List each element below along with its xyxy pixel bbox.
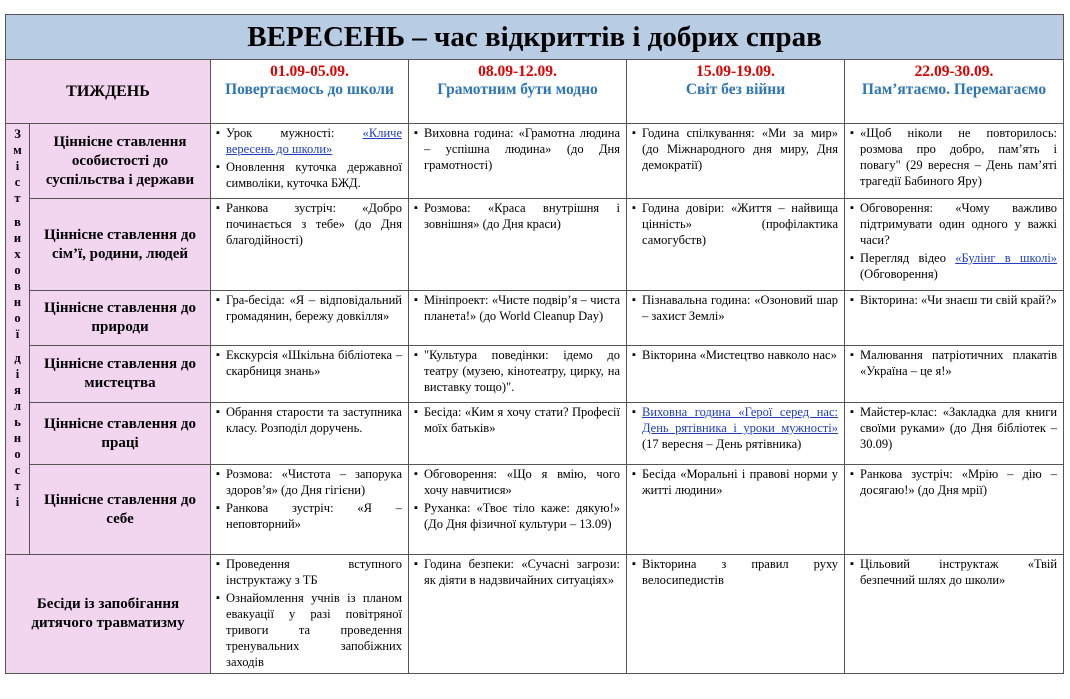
vertical-letter: [6, 206, 29, 214]
value-category: Ціннісне ставлення до природи: [30, 291, 211, 346]
activity-item: [632, 347, 838, 363]
vertical-letter: н: [13, 431, 22, 445]
activity-item: [850, 125, 1057, 189]
activity-cell: [409, 403, 627, 465]
value-category: Ціннісне ставлення до себе: [30, 465, 211, 555]
activity-text: Цільовий інструктаж «Твій безпечний шлях до школи»: [860, 557, 1058, 587]
activity-cell: [845, 124, 1064, 199]
activity-text: Бесіда «Моральні і правові норми у житті людини»: [642, 467, 838, 497]
activity-item: [216, 500, 402, 532]
activity-text: Година безпеки: «Сучасні загрози: як діяти в надзвичайних ситуаціях»: [424, 557, 620, 587]
activity-cell: [845, 346, 1064, 403]
activity-item: [216, 404, 402, 436]
activity-item: [216, 347, 402, 379]
week-column-header: [845, 60, 1064, 124]
activity-text: Урок мужності:: [226, 126, 363, 140]
activity-item: [632, 556, 838, 588]
activity-cell: [627, 124, 845, 199]
activity-text: Обговорення: «Що я вмію, чого хочу навчитися»: [424, 467, 620, 497]
activity-item: [216, 466, 402, 498]
vertical-letter: о: [14, 447, 21, 461]
vertical-letter: д: [14, 351, 21, 365]
activity-item: [216, 556, 402, 588]
page-title: ВЕРЕСЕНЬ – час відкриттів і добрих справ: [6, 15, 1064, 60]
vertical-letter: ь: [14, 415, 21, 429]
activity-text: (Обговорення): [860, 267, 938, 281]
activity-item: [216, 125, 402, 157]
activity-cell: [845, 403, 1064, 465]
activity-link[interactable]: Виховна година «Герої серед нас: День рятівника і уроки мужності»: [642, 405, 838, 435]
activity-cell: [211, 346, 409, 403]
activity-cell: [627, 291, 845, 346]
week-header: ТИЖДЕНЬ: [6, 60, 211, 124]
activity-text: Вікторина з правил руху велосипедистів: [642, 557, 838, 587]
activity-cell: [845, 465, 1064, 555]
activity-text: (17 вересня – День рятівника): [642, 437, 802, 451]
activity-text: Бесіда: «Ким я хочу стати? Професії моїх батьків»: [424, 405, 620, 435]
week-theme: Світ без війни: [685, 81, 786, 98]
activity-cell: [845, 199, 1064, 291]
vertical-letter: і: [15, 495, 20, 509]
activity-text: Майстер-клас: «Закладка для книги своїми руками» (до Дня бібліотек – 30.09): [860, 405, 1058, 451]
activity-text: Обрання старости та заступника класу. Розподіл доручень.: [226, 405, 402, 435]
vertical-letter: с: [14, 463, 21, 477]
activity-item: [414, 292, 620, 324]
activity-cell: [211, 291, 409, 346]
september-plan-table: [5, 14, 1064, 674]
activity-text: Ранкова зустріч: «Добро починається з тебе» (до Дня благодійності): [226, 201, 402, 247]
week-dates: 01.09-05.09.: [270, 63, 349, 80]
vertical-letter: ї: [15, 327, 20, 341]
activity-item: [632, 404, 838, 452]
activity-item: [216, 200, 402, 248]
activity-cell: [211, 403, 409, 465]
vertical-letter: о: [14, 263, 21, 277]
vertical-letter: в: [14, 215, 21, 229]
activity-item: [632, 292, 838, 324]
activity-text: Ранкова зустріч: «Мрію – дію – досягаю!» (до Дня мрії): [860, 467, 1058, 497]
activity-item: [632, 200, 838, 248]
activity-text: «Щоб ніколи не повторилось: розмова про добро, пам’ять і повагу" (29 вересня – День пам’яті трагедії Бабиного Яру): [860, 126, 1058, 188]
activity-text: Вікторина: «Чи знаєш ти свій край?»: [860, 293, 1057, 307]
activity-text: Руханка: «Твоє тіло каже: дякую!» (До Дня фізичної культури – 13.09): [424, 501, 620, 531]
activity-item: [216, 292, 402, 324]
activity-link[interactable]: «Булінг в школі»: [955, 251, 1058, 265]
activity-item: [850, 347, 1057, 379]
activity-text: Мініпроект: «Чисте подвір’я – чиста планета!» (до World Cleanup Day): [424, 293, 620, 323]
activity-item: [414, 500, 620, 532]
activity-cell: [409, 555, 627, 674]
activity-cell: [211, 199, 409, 291]
vertical-letter: л: [13, 399, 21, 413]
activity-cell: [409, 124, 627, 199]
activity-item: [850, 200, 1057, 248]
activity-cell: [211, 465, 409, 555]
activity-item: [850, 466, 1057, 498]
activity-cell: [211, 124, 409, 199]
week-theme: Пам’ятаємо. Перемагаємо: [861, 81, 1047, 98]
vertical-letter: [6, 342, 29, 350]
week-column-header: [211, 60, 409, 124]
week-column-header: [409, 60, 627, 124]
activity-text: Екскурсія «Шкільна бібліотека – скарбниця знань»: [226, 348, 402, 378]
activity-text: Обговорення: «Чому важливо підтримувати один одного у важкі часи?: [860, 201, 1058, 247]
week-theme: Повертаємось до школи: [225, 81, 394, 98]
vertical-letter: н: [13, 295, 22, 309]
activity-cell: [845, 291, 1064, 346]
activity-cell: [845, 555, 1064, 674]
value-category: Ціннісне ставлення до сім’ї, родини, людей: [30, 199, 211, 291]
activity-item: [414, 556, 620, 588]
activity-text: Ранкова зустріч: «Я – неповторний»: [226, 501, 402, 531]
vertical-letter: З: [14, 127, 21, 141]
activity-cell: [627, 403, 845, 465]
activity-cell: [627, 346, 845, 403]
activity-text: Година довіри: «Життя – найвища цінність» (профілактика самогубств): [642, 201, 838, 247]
activity-item: [850, 250, 1057, 282]
vertical-letter: т: [14, 479, 21, 493]
activity-item: [216, 590, 402, 670]
week-theme: Грамотним бути модно: [437, 81, 598, 98]
activity-item: [632, 125, 838, 173]
activity-item: [850, 556, 1057, 588]
activity-cell: [211, 555, 409, 674]
vertical-letter: м: [13, 143, 22, 157]
activity-cell: [627, 555, 845, 674]
activity-item: [414, 404, 620, 436]
activity-text: "Культура поведінки: ідемо до театру (музею, кінотеатру, цирку, на виставку тощо)".: [424, 348, 620, 394]
activity-text: Розмова: «Чистота – запорука здоров’я» (до Дня гігієни): [226, 467, 402, 497]
vertical-section-label: [6, 124, 30, 555]
activity-cell: [409, 291, 627, 346]
injury-prevention-category: Бесіди із запобігання дитячого травматизму: [6, 555, 211, 674]
vertical-letter: о: [14, 311, 21, 325]
activity-item: [216, 159, 402, 191]
activity-text: Перегляд відео: [860, 251, 956, 265]
activity-text: Пізнавальна година: «Озоновий шар – захист Землі»: [642, 293, 838, 323]
activity-cell: [409, 346, 627, 403]
activity-text: Гра-бесіда: «Я – відповідальний громадянин, бережу довкілля»: [226, 293, 402, 323]
activity-item: [850, 404, 1057, 452]
vertical-letter: т: [14, 191, 21, 205]
week-column-header: [627, 60, 845, 124]
vertical-letter: і: [15, 367, 20, 381]
vertical-letter: я: [14, 383, 21, 397]
activity-cell: [409, 199, 627, 291]
activity-item: [414, 347, 620, 395]
value-category: Ціннісне ставлення до праці: [30, 403, 211, 465]
activity-cell: [627, 199, 845, 291]
activity-text: Розмова: «Краса внутрішня і зовнішня» (до Дня краси): [424, 201, 620, 231]
activity-cell: [627, 465, 845, 555]
activity-text: Година спілкування: «Ми за мир» (до Міжнародного дня миру, Дня демократії): [642, 126, 838, 172]
value-category: Ціннісне ставлення до мистецтва: [30, 346, 211, 403]
activity-item: [850, 292, 1057, 308]
value-category: Ціннісне ставлення особистості до суспільства і держави: [30, 124, 211, 199]
vertical-letter: і: [15, 159, 20, 173]
week-dates: 15.09-19.09.: [696, 63, 775, 80]
vertical-letter: в: [14, 279, 21, 293]
week-dates: 08.09-12.09.: [478, 63, 557, 80]
activity-item: [414, 200, 620, 232]
activity-cell: [409, 465, 627, 555]
activity-link[interactable]: «Кличе вересень до школи»: [226, 126, 402, 156]
activity-text: Малювання патріотичних плакатів «Україна – це я!»: [860, 348, 1058, 378]
activity-item: [632, 466, 838, 498]
vertical-letter: и: [13, 231, 22, 245]
activity-item: [414, 125, 620, 173]
vertical-letter: с: [14, 175, 21, 189]
activity-text: Проведення вступного інструктажу з ТБ: [226, 557, 402, 587]
week-dates: 22.09-30.09.: [914, 63, 994, 80]
activity-text: Вікторина «Мистецтво навколо нас»: [642, 348, 837, 362]
vertical-letter: х: [14, 247, 21, 261]
activity-text: Оновлення куточка державної символіки, куточка БЖД.: [226, 160, 402, 190]
activity-text: Виховна година: «Грамотна людина – успішна людина» (до Дня грамотності): [424, 126, 620, 172]
activity-text: Ознайомлення учнів із планом евакуації у разі повітряної тривоги та проведення тренувальних запобіжних заходів: [226, 591, 402, 669]
activity-item: [414, 466, 620, 498]
